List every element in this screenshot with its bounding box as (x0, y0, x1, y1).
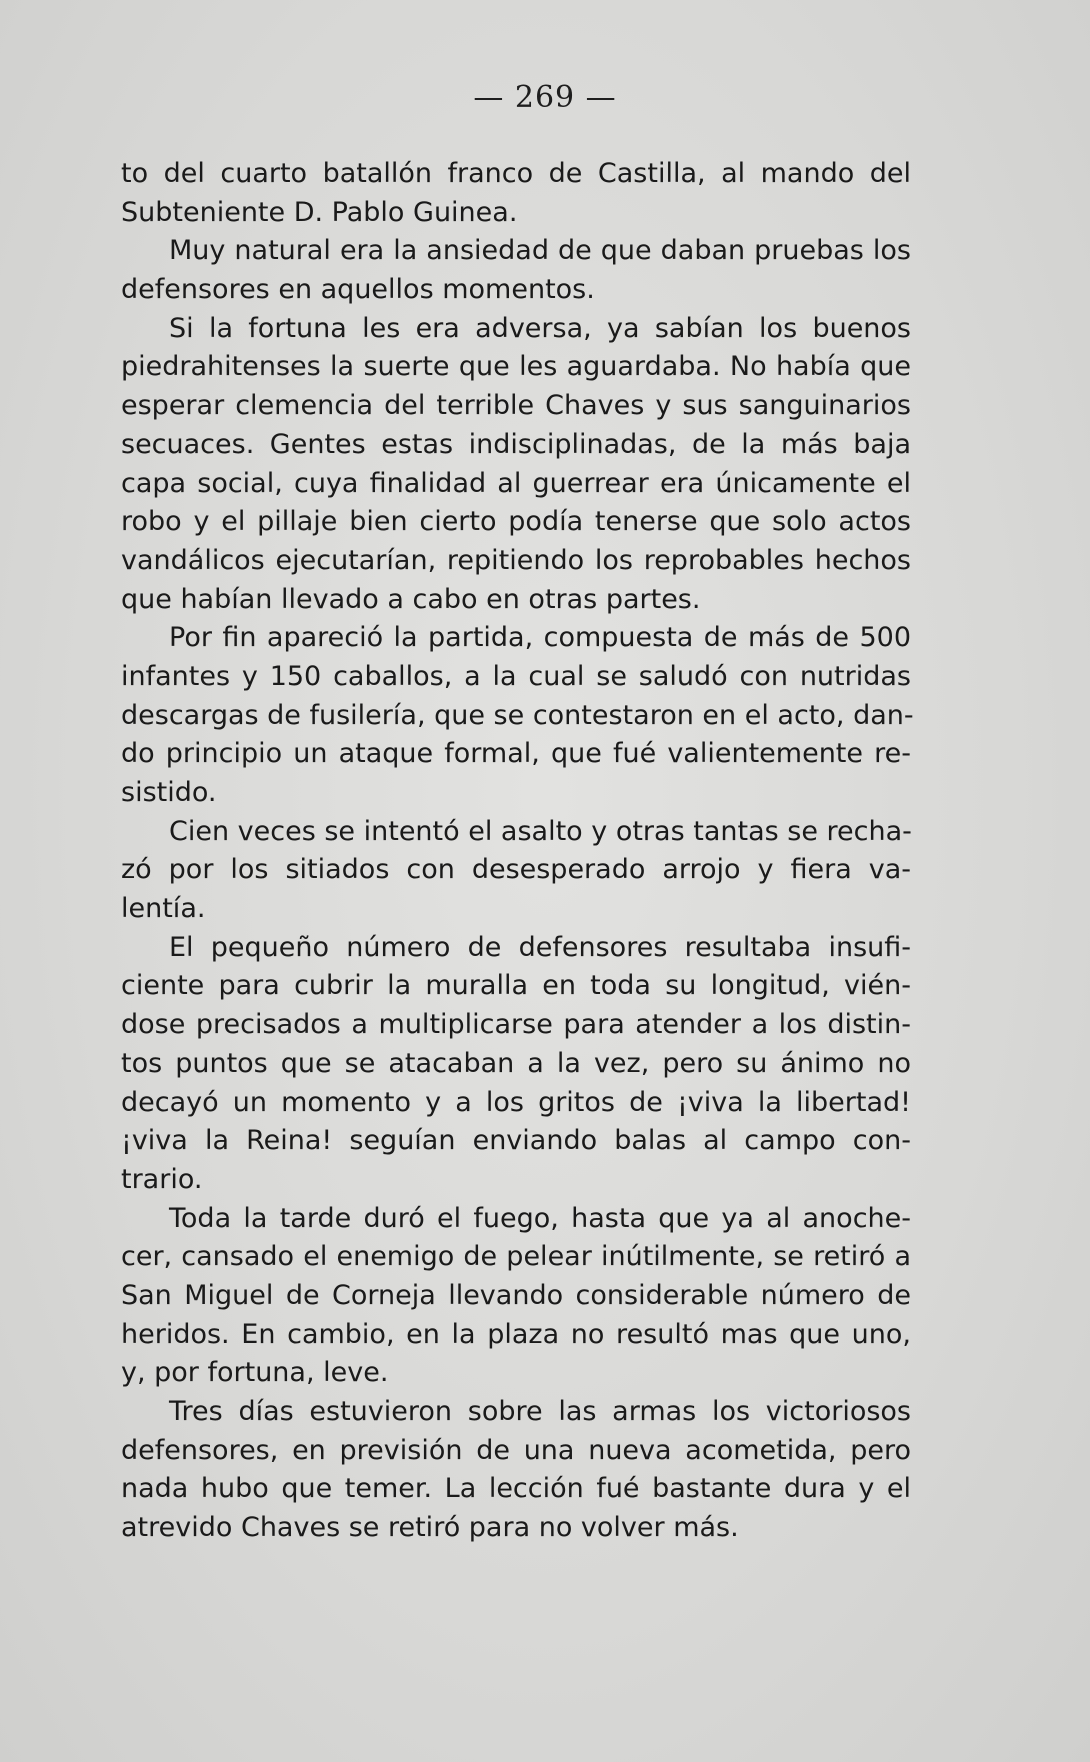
text-line: descargas de fusilería, que se contestaron en el acto, dan- (121, 699, 914, 731)
text-line: Cien veces se intentó el asalto y otras tantas se recha- (169, 815, 912, 847)
text-line: secuaces. Gentes estas indisciplinadas, de la más baja (121, 428, 911, 460)
text-line: Si la fortuna les era adversa, ya sabían los buenos (169, 312, 911, 344)
text-line: infantes y 150 caballos, a la cual se saludó con nutridas (121, 660, 911, 692)
text-line: piedrahitenses la suerte que les aguardaba. No había que (121, 351, 911, 383)
text-line: y, por fortuna, leve. (121, 1357, 389, 1389)
text-line: to del cuarto batallón franco de Castilla, al mando del (121, 158, 911, 189)
text-line: cer, cansado el enemigo de pelear inútilmente, se retiró a (121, 1241, 911, 1273)
body-text (121, 155, 914, 1548)
text-line: El pequeño número de defensores resultaba insufi- (169, 931, 911, 963)
text-line: Muy natural era la ansiedad de que daban pruebas los (169, 235, 911, 267)
text-line: vandálicos ejecutarían, repitiendo los reprobables hechos (121, 544, 911, 576)
text-line: decayó un momento y a los gritos de ¡viva la libertad! (121, 1086, 911, 1118)
text-line: San Miguel de Corneja llevando considerable número de (121, 1279, 911, 1311)
text-line: trario. (121, 1163, 203, 1195)
text-line: zó por los sitiados con desesperado arrojo y fiera va- (121, 854, 911, 886)
text-line: robo y el pillaje bien cierto podía tenerse que solo actos (121, 506, 911, 538)
text-line: tos puntos que se atacaban a la vez, pero su ánimo no (121, 1047, 911, 1079)
text-line: Por fin apareció la partida, compuesta de más de 500 (169, 622, 911, 654)
text-line: que habían llevado a cabo en otras partes. (121, 583, 701, 615)
text-line: sistido. (121, 777, 217, 808)
text-line: lentía. (121, 893, 206, 925)
text-line: dose precisados a multiplicarse para atender a los distin- (121, 1009, 911, 1041)
text-line: esperar clemencia del terrible Chaves y sus sanguinarios (121, 390, 911, 422)
text-line: ciente para cubrir la muralla en toda su longitud, vién- (121, 970, 911, 1002)
text-line: defensores, en previsión de una nueva acometida, pero (121, 1434, 911, 1466)
text-line: do principio un ataque formal, que fué valientemente re- (121, 738, 911, 770)
text-line: atrevido Chaves se retiró para no volver más. (121, 1512, 739, 1544)
text-line: nada hubo que temer. La lección fué bastante dura y el (121, 1473, 911, 1505)
text-line: Tres días estuvieron sobre las armas los victoriosos (169, 1396, 911, 1427)
page-number: — 269 — (473, 80, 617, 115)
text-line: Subteniente D. Pablo Guinea. (121, 196, 518, 228)
text-line: capa social, cuya finalidad al guerrear era únicamente el (121, 467, 911, 499)
text-line: heridos. En cambio, en la plaza no resultó mas que uno, (121, 1318, 911, 1350)
text-line: Toda la tarde duró el fuego, hasta que ya al anoche- (169, 1202, 911, 1234)
text-line: ¡viva la Reina! seguían enviando balas al campo con- (121, 1125, 911, 1157)
text-line: defensores en aquellos momentos. (121, 274, 595, 306)
